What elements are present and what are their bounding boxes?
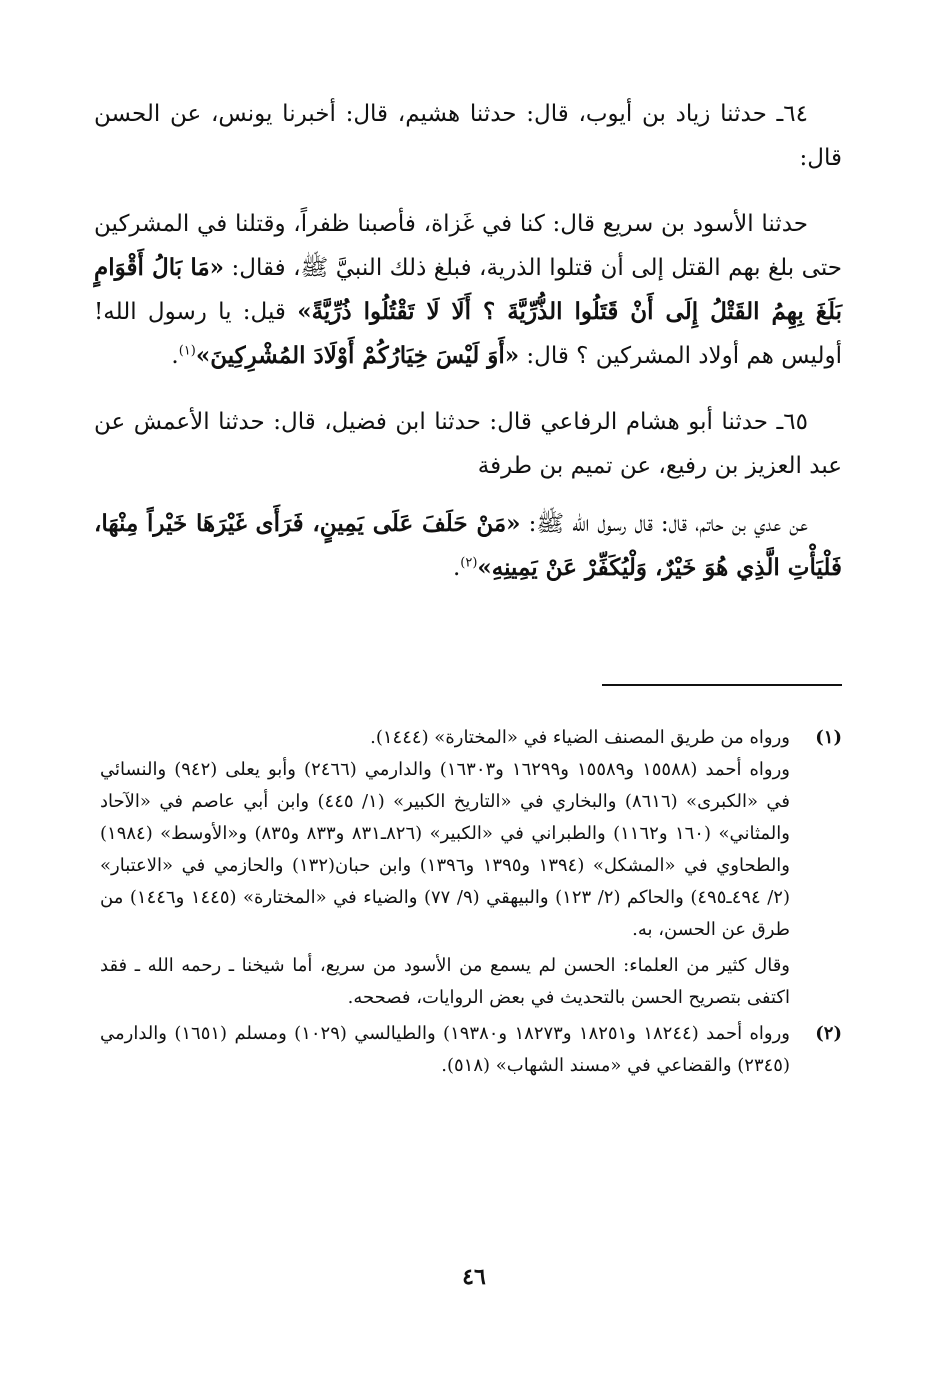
footnote-separator — [602, 684, 842, 686]
footnote-1 — [100, 722, 842, 1014]
hadith-65-text — [94, 502, 842, 590]
main-text — [94, 92, 842, 590]
hadith-64-end: . — [171, 343, 179, 369]
footnotes — [100, 722, 842, 1082]
footnote-2-body: ورواه أحمد (١٨٢٤٤ و١٨٢٥١ و١٨٢٧٣ و١٩٣٨٠) والطيالسي (١٠٢٩) ومسلم (١٦٥١) والدارمي (٢٣٤٥) والقضاعي في «مسند الشهاب» (٥١٨). — [100, 1023, 790, 1076]
hadith-64-text — [94, 202, 842, 378]
page-number: ٤٦ — [462, 1264, 486, 1290]
hadith-65-prophetic-saying: «مَنْ حَلَفَ عَلَى يَمِينٍ، فَرَأَى غَيْرَهَا خَيْراً مِنْهَا، فَلْيَأْتِ الَّذِي هُوَ خَيْرٌ، وَلْيُكَفِّرْ عَنْ يَمِينِهِ» — [94, 510, 842, 581]
footnote-1-number: (١) — [815, 727, 842, 748]
footnote-1-body: ورواه أحمد (١٥٥٨٨ و١٥٥٨٩ و١٦٢٩٩ و١٦٣٠٣) والدارمي (٢٤٦٦) وأبو يعلى (٩٤٢) والنسائي في «الكبرى» (٨٦١٦) والبخاري في «التاريخ الكبير» (١/ ٤٤٥) وابن أبي عاصم في «الآحاد والمثاني» (١٦٠ و١١٦٢) والطبراني في «الكبير» (٨٢٦ـ٨٣١ و٨٣٣ و٨٣٥) و«الأوسط» (١٩٨٤) والطحاوي في «المشكل» (١٣٩٤ و١٣٩٥ و١٣٩٦) وابن حبان(١٣٢) والحازمي في «الاعتبار» (٢/ ٤٩٤ـ٤٩٥) والحاكم (٢/ ١٢٣) والبيهقي (٩/ ٧٧) والضياء في «المختارة» (١٤٤٥ و١٤٤٦) من طرق عن الحسن، به. — [100, 759, 791, 940]
footnote-2 — [100, 1018, 842, 1082]
hadith-65-isnad: ٦٥ـ حدثنا أبو هشام الرفاعي قال: حدثنا ابن فضيل، قال: حدثنا الأعمش عن عبد العزيز بن رفيع، عن تميم بن طرفة — [94, 409, 842, 479]
footnote-1-lead: ورواه من طريق المصنف الضياء في «المختارة» (١٤٤٤). — [370, 727, 790, 748]
hadith-64-mid: قيل: يا رسول الله! أوليس هم أولاد المشركين ؟ قال: — [94, 299, 842, 369]
footnote-2-number: (٢) — [815, 1023, 842, 1044]
footnote-ref-2[interactable]: (٢) — [460, 555, 478, 571]
hadith-65-intro: عن عدي بن حاتم، قال: قال رسول الله ﷺ: — [520, 511, 808, 537]
hadith-65-end: . — [452, 555, 461, 581]
hadith-64-prophetic-saying-2: «أَوَ لَيْسَ خِيَارُكُمْ أَوْلَادَ المُشْرِكِينَ» — [195, 342, 520, 369]
hadith-64-prophetic-saying-1: «مَا بَالُ أَقْوَامٍ بَلَغَ بِهِمُ القَتْلُ إِلَى أَنْ قَتَلُوا الذُّرِّيَّةَ ؟ أَلَا لَا تَقْتُلُوا ذُرِّيَّةً» — [94, 254, 842, 325]
hadith-64-intro: حدثنا الأسود بن سريع قال: كنا في غَزاة، فأصبنا ظفراً، وقتلنا في المشركين حتى بلغ بهم القتل إلى أن قتلوا الذرية، فبلغ ذلك النبيَّ ﷺ، فقال: — [94, 211, 842, 281]
footnote-1-comment: وقال كثير من العلماء: الحسن لم يسمع من الأسود من سريع، أما شيخنا ـ رحمه الله ـ فقد اكتفى بتصريح الحسن بالتحديث في بعض الروايات، فصححه. — [100, 955, 790, 1008]
hadith-64-isnad: ٦٤ـ حدثنا زياد بن أيوب، قال: حدثنا هشيم، قال: أخبرنا يونس، عن الحسن قال: — [94, 101, 842, 171]
footnote-ref-1[interactable]: (١) — [178, 343, 196, 359]
